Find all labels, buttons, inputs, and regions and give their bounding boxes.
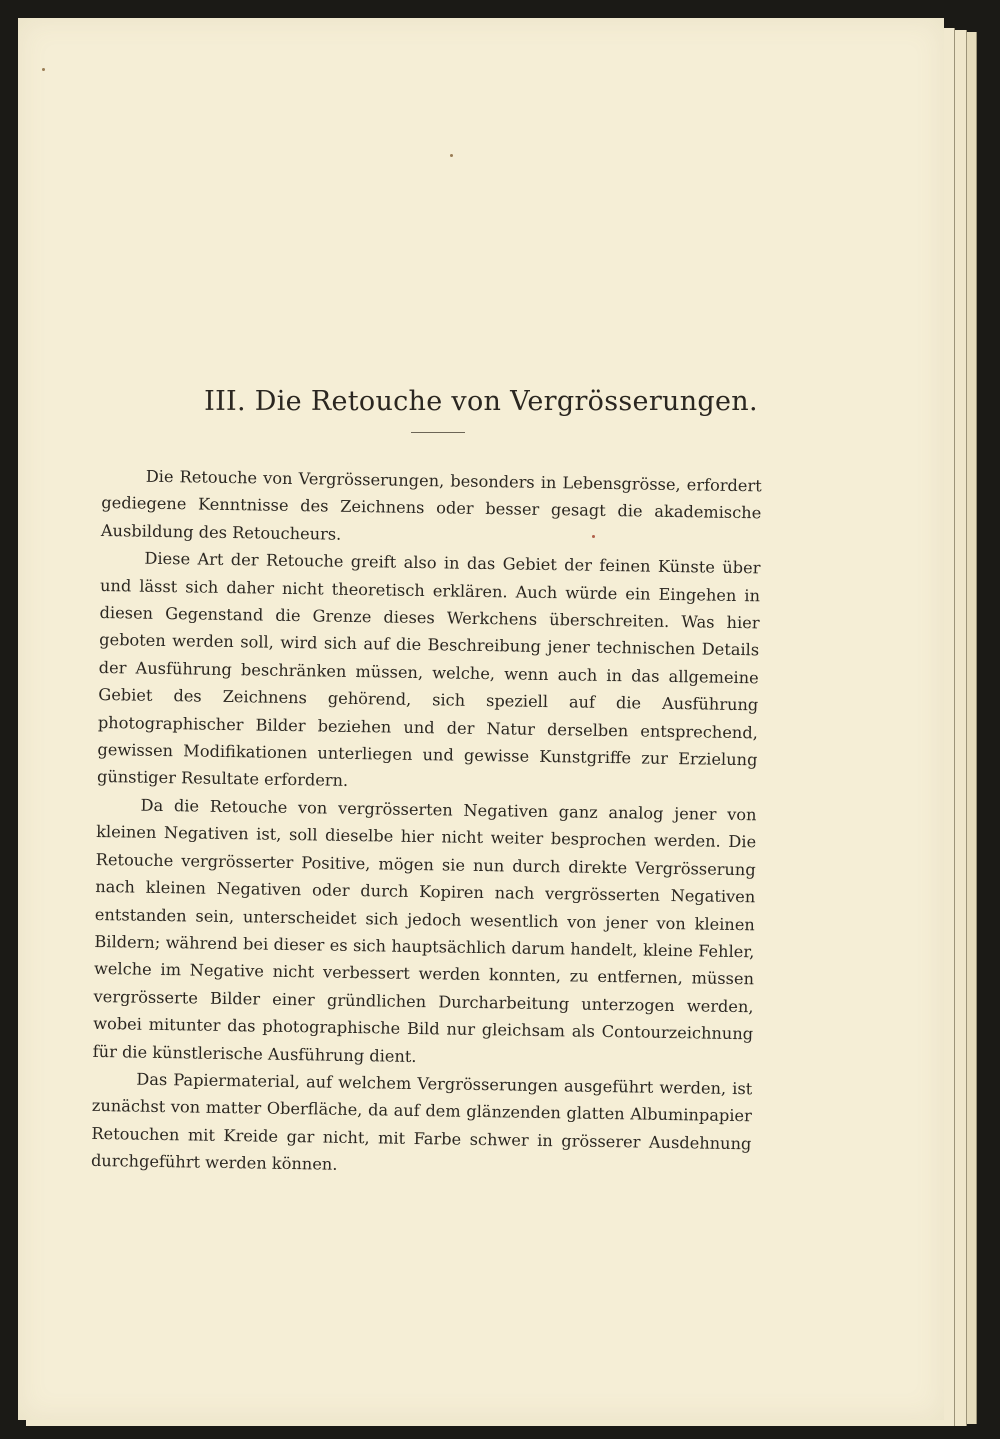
paragraph: Diese Art der Retouche greift also in das Gebiet der feinen Künste über und lässt sich daher nicht theoretisch erklären. Auch würde ein Eingehen in diesen Gegenstand die Grenze dieses Werkchens überschreiten. Was hier geboten werden soll, wird sich auf die Beschreibung jener technischen Details der Ausführung beschränken müssen, welche, wenn auch in das allgemeine Gebiet des Zeichnens gehörend, sich speziell auf die Ausführung photographischer Bilder beziehen und der Natur derselben entsprechend, gewissen Modifikationen unterliegen und gewisse Kunstgriffe zur Erzielung günstiger Resultate erfordern.: [96, 548, 761, 791]
chapter-heading: III. Die Retouche von Vergrösserungen.: [204, 386, 758, 417]
paragraph: Da die Retouche von vergrösserten Negativen ganz analog jener von kleinen Negativen ist, soll dieselbe hier nicht weiter besprochen werden. Die Retouche vergrösserter Positive, mögen sie nun durch direkte Vergrösserung nach kleinen Negativen oder durch Kopiren nach vergrösserten Negativen entstanden sein, unterscheidet sich jedoch wesentlich von jener von kleinen Bildern; während bei dieser es sich hauptsächlich darum handelt, kleine Fehler, welche im Negative nicht verbessert werden konnten, zu entfernen, müssen vergrösserte Bilder einer gründlichen Durcharbeitung unterzogen werden, wobei mitunter das photographische Bild nur gleichsam als Contourzeichnung für die künstlerische Ausführung dient.: [92, 795, 757, 1066]
paper-speck: [592, 535, 595, 538]
heading-divider: [411, 432, 465, 433]
paper-speck: [450, 154, 453, 157]
paper-speck: [42, 68, 45, 71]
body-text: [91, 462, 762, 1185]
paragraph: Die Retouche von Vergrösserungen, besonders in Lebensgrösse, erfordert gediegene Kenntnisse des Zeichnens oder besser gesagt die akademische Ausbildung des Retoucheurs.: [100, 466, 762, 544]
paragraph: Das Papiermaterial, auf welchem Vergrösserungen ausgeführt werden, ist zunächst von matter Oberfläche, da auf dem glänzenden glatten Albuminpapier Retouchen mit Kreide gar nicht, mit Farbe schwer in grösserer Ausdehnung durchgeführt werden können.: [90, 1069, 753, 1174]
paper-page: [18, 18, 944, 1420]
